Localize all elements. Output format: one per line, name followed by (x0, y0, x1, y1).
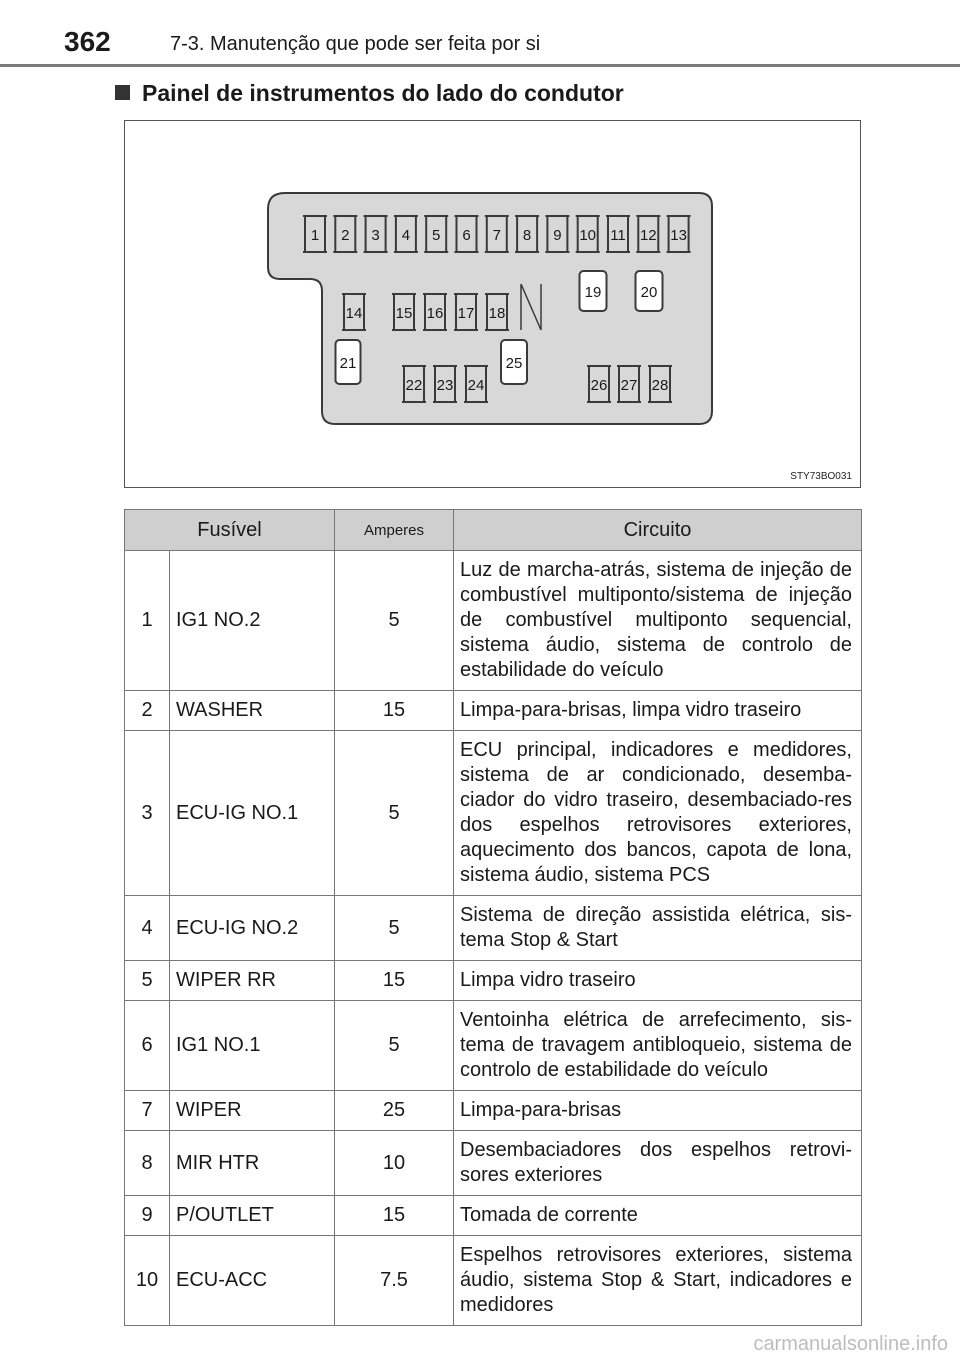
fuse-label: 6 (462, 227, 471, 244)
page-header (0, 0, 960, 66)
fuse-label: 5 (432, 227, 441, 244)
fuse-circuit: Limpa vidro traseiro (454, 961, 862, 1001)
fuse-circuit: Limpa-para-brisas, limpa vidro traseiro (454, 691, 862, 731)
fuse-number: 3 (125, 731, 170, 896)
fuse-circuit: Limpa-para-brisas (454, 1091, 862, 1131)
fuse-label: 25 (505, 355, 523, 372)
fuse-label: 11 (610, 227, 626, 244)
fuse-amperes: 7.5 (335, 1236, 454, 1326)
fuse-label: 22 (405, 377, 423, 394)
fuse-label: 17 (457, 305, 475, 322)
header-fuse: Fusível (125, 510, 335, 551)
fuse-label: 3 (371, 227, 380, 244)
fuse-name: ECU-IG NO.1 (170, 731, 335, 896)
fuse-amperes: 10 (335, 1131, 454, 1196)
fuse-label: 15 (395, 305, 413, 322)
fuse-label: 8 (522, 227, 532, 244)
fuse-label: 2 (341, 227, 350, 244)
fuse-number: 4 (125, 896, 170, 961)
fuse-label: 24 (467, 377, 485, 394)
watermark: carmanualsonline.info (753, 1333, 948, 1355)
fuse-name: IG1 NO.2 (170, 551, 335, 691)
square-bullet-icon (115, 85, 130, 100)
section-breadcrumb: 7-3. Manutenção que pode ser feita por si (170, 33, 541, 55)
section-heading-text: Painel de instrumentos do lado do condutor (142, 80, 624, 106)
table-row (125, 896, 862, 961)
fuse-label: 23 (436, 377, 454, 394)
fuse-number: 8 (125, 1131, 170, 1196)
fuse-table (124, 509, 862, 1326)
fuse-name: WIPER RR (170, 961, 335, 1001)
fuse-name: WIPER (170, 1091, 335, 1131)
fuse-amperes: 15 (335, 691, 454, 731)
fuse-circuit: Espelhos retrovisores exteriores, sistema áudio, sistema Stop & Start, indicadores e medidores (454, 1236, 862, 1326)
fuse-circuit: Tomada de corrente (454, 1196, 862, 1236)
fuse-circuit: Luz de marcha-atrás, sistema de injeção de combustível multiponto/sistema de injeção de combustível multiponto sequencial, sistema áudio, sistema de controlo de estabilidade do veículo (454, 551, 862, 691)
fuse-name: WASHER (170, 691, 335, 731)
fuse-number: 1 (125, 551, 170, 691)
section-heading (115, 80, 624, 107)
fuse-label: 12 (639, 227, 657, 244)
fuse-amperes: 5 (335, 896, 454, 961)
table-row (125, 691, 862, 731)
fuse-name: IG1 NO.1 (170, 1001, 335, 1091)
fuse-label: 27 (620, 377, 638, 394)
fuse-label: 13 (670, 227, 687, 244)
table-header-row (125, 510, 862, 551)
table-row (125, 1091, 862, 1131)
fuse-label: 7 (492, 227, 501, 244)
table-row (125, 1196, 862, 1236)
fuse-circuit: Sistema de direção assistida elétrica, sis-tema Stop & Start (454, 896, 862, 961)
fuse-slot (336, 340, 361, 384)
fuse-number: 5 (125, 961, 170, 1001)
fuse-box-illustration (125, 121, 862, 489)
fuse-number: 6 (125, 1001, 170, 1091)
table-row (125, 1236, 862, 1326)
fuse-label: 16 (426, 305, 444, 322)
table-row (125, 551, 862, 691)
table-row (125, 961, 862, 1001)
fuse-label: 26 (590, 377, 608, 394)
fuse-name: MIR HTR (170, 1131, 335, 1196)
fuse-amperes: 5 (335, 1001, 454, 1091)
fuse-slot (580, 271, 607, 311)
fuse-label: 19 (584, 284, 602, 301)
fuse-label: 4 (401, 227, 411, 244)
fuse-label: 9 (553, 227, 562, 244)
fuse-label: 28 (651, 377, 669, 394)
fuse-box-diagram (124, 120, 861, 488)
fuse-label: 18 (488, 305, 506, 322)
header-amperes: Amperes (335, 510, 454, 551)
figure-code: STY73BO031 (790, 471, 852, 482)
fuse-slot (636, 271, 663, 311)
fuse-number: 9 (125, 1196, 170, 1236)
fuse-number: 7 (125, 1091, 170, 1131)
fuse-number: 2 (125, 691, 170, 731)
fuse-label: 1 (310, 227, 320, 244)
fuse-name: ECU-IG NO.2 (170, 896, 335, 961)
table-row (125, 1001, 862, 1091)
header-divider (0, 64, 960, 67)
fuse-amperes: 15 (335, 961, 454, 1001)
fuse-label: 14 (345, 305, 363, 322)
fuse-amperes: 25 (335, 1091, 454, 1131)
fuse-circuit: Ventoinha elétrica de arrefecimento, sis-tema de travagem antibloqueio, sistema de controlo de estabilidade do veículo (454, 1001, 862, 1091)
fuse-amperes: 5 (335, 551, 454, 691)
header-circuit: Circuito (454, 510, 862, 551)
fuse-circuit: Desembaciadores dos espelhos retrovi-sores exteriores (454, 1131, 862, 1196)
fuse-number: 10 (125, 1236, 170, 1326)
fuse-label: 10 (579, 227, 597, 244)
fuse-name: P/OUTLET (170, 1196, 335, 1236)
fuse-label: 20 (640, 284, 658, 301)
fuse-label: 21 (339, 355, 357, 372)
fuse-circuit: ECU principal, indicadores e medidores, sistema de ar condicionado, desemba-ciador do vidro traseiro, desembaciado-res dos espelhos retrovisores exteriores, aquecimento dos bancos, capota de lona, sistema áudio, sistema PCS (454, 731, 862, 896)
fuse-amperes: 5 (335, 731, 454, 896)
page-number: 362 (64, 26, 111, 57)
table-row (125, 1131, 862, 1196)
table-row (125, 731, 862, 896)
fuse-name: ECU-ACC (170, 1236, 335, 1326)
fuse-amperes: 15 (335, 1196, 454, 1236)
fuse-slot (501, 340, 527, 384)
